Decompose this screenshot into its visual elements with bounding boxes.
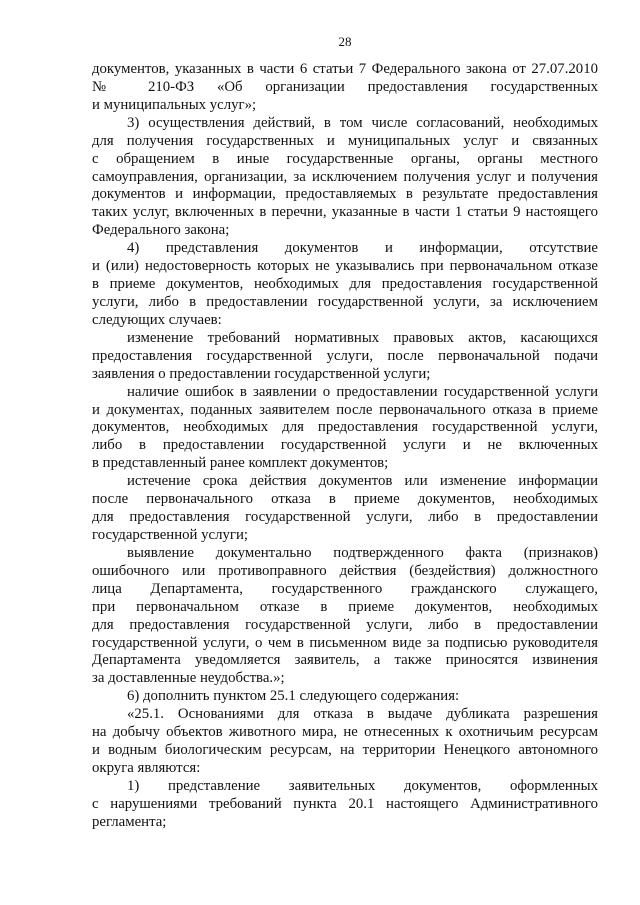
page-number: 28 xyxy=(338,34,352,49)
text-line: за доставленные неудобства.»; xyxy=(92,670,285,687)
text-line: документов, указанных в части 6 статьи 7 Федерального закона от 27.07.2010 xyxy=(92,61,598,77)
text-line: с обращением в иные государственные органы, органы местного xyxy=(92,150,598,167)
text-line: в приеме документов, необходимых для предоставления государственной xyxy=(92,276,598,293)
text-line: Федерального закона; xyxy=(92,222,230,239)
text-line: 3) осуществления действий, в том числе согласований, необходимых xyxy=(127,114,598,131)
paragraph-case xyxy=(92,545,598,688)
document-body xyxy=(92,61,598,832)
text-line: регламента; xyxy=(92,813,167,830)
text-line: для предоставления государственной услуги, либо в предоставлении xyxy=(92,509,598,526)
text-line: самоуправления, организации, за исключением получения услуг и получения xyxy=(92,168,598,185)
text-line: после первоначального отказа в приеме документов, необходимых xyxy=(92,491,598,508)
text-line: изменение требований нормативных правовых актов, касающихся xyxy=(127,329,598,346)
text-line: Департамента уведомляется заявитель, а также приносятся извинения xyxy=(92,652,598,669)
text-line: выявление документально подтвержденного факта (признаков) xyxy=(127,544,598,561)
paragraph-case xyxy=(92,384,598,474)
text-line: для предоставления государственной услуги, либо в предоставлении xyxy=(92,616,598,633)
text-line: на добычу объектов животного мира, не отнесенных к охотничьим ресурсам xyxy=(92,724,598,741)
text-line: заявления о предоставлении государственной услуги; xyxy=(92,365,431,382)
text-line: услуги, либо в предоставлении государственной услуги, за исключением xyxy=(92,293,598,310)
text-line: таких услуг, включенных в перечни, указанные в части 1 статьи 9 настоящего xyxy=(92,204,598,221)
text-line: и водным биологическим ресурсам, на территории Ненецкого автономного xyxy=(92,742,598,759)
text-line: и документах, поданных заявителем после первоначального отказа в приеме xyxy=(92,401,598,418)
text-line: предоставления государственной услуги, после первоначальной подачи xyxy=(92,347,598,364)
text-line: либо в предоставлении государственной услуги и не включенных xyxy=(92,437,598,454)
text-line: 6) дополнить пунктом 25.1 следующего содержания: xyxy=(127,688,460,705)
paragraph-item-6 xyxy=(92,688,598,706)
text-line: ошибочного или противоправного действия (бездействия) должностного xyxy=(92,562,598,579)
text-line: и муниципальных услуг»; xyxy=(92,96,257,113)
text-line: государственной услуги, о чем в письменном виде за подписью руководителя xyxy=(92,634,598,651)
text-line: в представленный ранее комплект документов; xyxy=(92,455,389,472)
text-line: № 210-ФЗ «Об организации предоставления государственных xyxy=(92,78,598,95)
text-line: с нарушениями требований пункта 20.1 настоящего Административного xyxy=(92,795,598,812)
text-line: лица Департамента, государственного гражданского служащего, xyxy=(92,580,598,597)
text-line: 4) представления документов и информации, отсутствие xyxy=(127,240,598,257)
text-line: для получения государственных и муниципальных услуг и связанных xyxy=(92,132,598,149)
text-line: государственной услуги; xyxy=(92,526,249,543)
text-line: 1) представление заявительных документов, оформленных xyxy=(127,777,598,794)
text-line: и (или) недостоверность которых не указывались при первоначальном отказе xyxy=(92,258,598,275)
paragraph-case xyxy=(92,473,598,545)
text-line: при первоначальном отказе в приеме документов, необходимых xyxy=(92,598,598,615)
text-line: документов, необходимых для предоставления государственной услуги, xyxy=(92,419,598,436)
paragraph-item-4 xyxy=(92,240,598,330)
text-line: документов и информации, предоставляемых в результате предоставления xyxy=(92,186,598,203)
text-line: округа являются: xyxy=(92,759,201,776)
paragraph-case xyxy=(92,330,598,384)
text-line: наличие ошибок в заявлении о предоставлении государственной услуги xyxy=(127,383,598,400)
paragraph-subitem-1 xyxy=(92,778,598,832)
text-line: следующих случаев: xyxy=(92,311,222,328)
text-line: истечение срока действия документов или изменение информации xyxy=(127,473,598,490)
paragraph-continuation xyxy=(92,61,598,115)
paragraph-clause-25-1 xyxy=(92,706,598,778)
paragraph-item-3 xyxy=(92,115,598,240)
text-line: «25.1. Основаниями для отказа в выдаче дубликата разрешения xyxy=(127,706,598,723)
